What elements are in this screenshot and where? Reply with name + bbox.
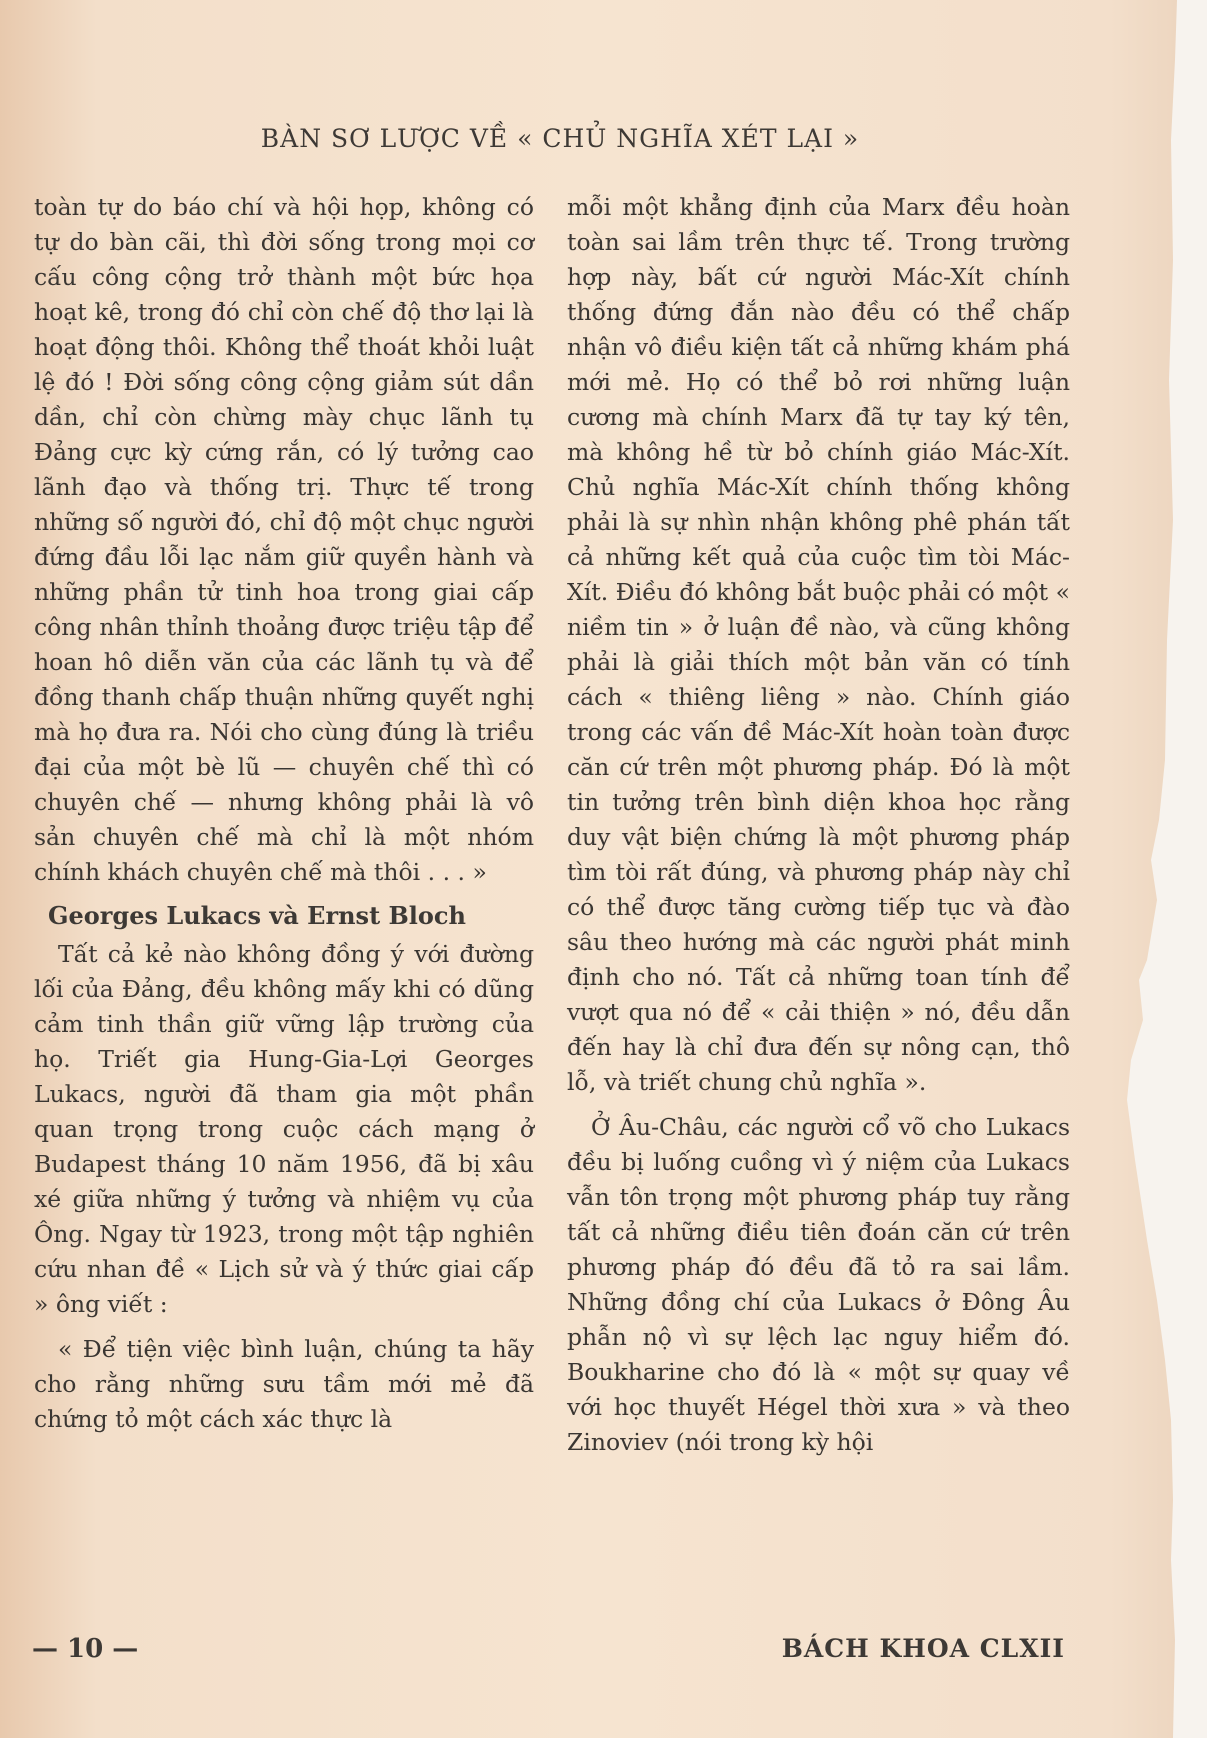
section-heading: Georges Lukacs và Ernst Bloch [48, 901, 466, 930]
page-number: — 10 — [32, 1634, 139, 1664]
right-paragraph-1: mỗi một khẳng định của Marx đều hoàn toàn sai lầm trên thực tế. Trong trường hợp này, bất cứ người Mác-Xít chính thống đứng đắn nào đều có thể chấp nhận vô điều kiện tất cả những khám phá mới mẻ. Họ có thể bỏ rơi những luận cương mà chính Marx đã tự tay ký tên, mà không hề từ bỏ chính giáo Mác-Xít. Chủ nghĩa Mác-Xít chính thống không phải là sự nhìn nhận không phê phán tất cả những kết quả của cuộc tìm tòi Mác-Xít. Điều đó không bắt buộc phải có một « niềm tin » ở luận đề nào, và cũng không phải là giải thích một bản văn có tính cách « thiêng liêng » nào. Chính giáo trong các vấn đề Mác-Xít hoàn toàn được căn cứ trên một phương pháp. Đó là một tin tưởng trên bình diện khoa học rằng duy vật biện chứng là một phương pháp tìm tòi rất đúng, và phương pháp này chỉ có thể được tăng cường tiếp tục và đào sâu theo hướng mà các người phát minh định cho nó. Tất cả những toan tính để vượt qua nó để « cải thiện » nó, đều dẫn đến hay là chỉ đưa đến sự nông cạn, thô lỗ, và triết chung chủ nghĩa ». [567, 193, 1070, 1096]
right-paragraph-2: Ở Âu-Châu, các người cổ võ cho Lukacs đều bị luống cuồng vì ý niệm của Lukacs vẫn tôn trọng một phương pháp tuy rằng tất cả những điều tiên đoán căn cứ trên phương pháp đó đều đã tỏ ra sai lầm. Những đồng chí của Lukacs ở Đông Âu phẫn nộ vì sự lệch lạc nguy hiểm đó. Boukharine cho đó là « một sự quay về với học thuyết Hégel thời xưa » và theo Zinoviev (nói trong kỳ hội [567, 1113, 1070, 1456]
journal-name: BÁCH KHOA CLXII [781, 1634, 1065, 1663]
left-paragraph-1: toàn tự do báo chí và hội họp, không có tự do bàn cãi, thì đời sống trong mọi cơ cấu công cộng trở thành một bức họa hoạt kê, trong đó chỉ còn chế độ thơ lại là hoạt động thôi. Không thể thoát khỏi luật lệ đó ! Đời sống công cộng giảm sút dần dần, chỉ còn chừng mày chục lãnh tụ Đảng cực kỳ cứng rắn, có lý tưởng cao lãnh đạo và thống trị. Thực tế trong những số người đó, chỉ độ một chục người đứng đầu lỗi lạc nắm giữ quyền hành và những phần tử tinh hoa trong giai cấp công nhân thỉnh thoảng được triệu tập để hoan hô diễn văn của các lãnh tụ và để đồng thanh chấp thuận những quyết nghị mà họ đưa ra. Nói cho cùng đúng là triều đại của một bè lũ — chuyên chế thì có chuyên chế — nhưng không phải là vô sản chuyên chế mà chỉ là một nhóm chính khách chuyên chế mà thôi . . . » [34, 193, 534, 886]
left-column [34, 190, 534, 1437]
left-paragraph-3: « Để tiện việc bình luận, chúng ta hãy cho rằng những sưu tầm mới mẻ đã chứng tỏ một cách xác thực là [34, 1335, 534, 1433]
torn-page-edge [1087, 0, 1207, 1738]
running-header: BÀN SƠ LƯỢC VỀ « CHỦ NGHĨA XÉT LẠI » [260, 124, 860, 153]
left-paragraph-2: Tất cả kẻ nào không đồng ý với đường lối của Đảng, đều không mấy khi có dũng cảm tinh thần giữ vững lập trường của họ. Triết gia Hung-Gia-Lợi Georges Lukacs, người đã tham gia một phần quan trọng trong cuộc cách mạng ở Budapest tháng 10 năm 1956, đã bị xâu xé giữa những ý tưởng và nhiệm vụ của Ông. Ngay từ 1923, trong một tập nghiên cứu nhan đề « Lịch sử và ý thức giai cấp » ông viết : [34, 940, 534, 1318]
right-column [567, 190, 1070, 1460]
